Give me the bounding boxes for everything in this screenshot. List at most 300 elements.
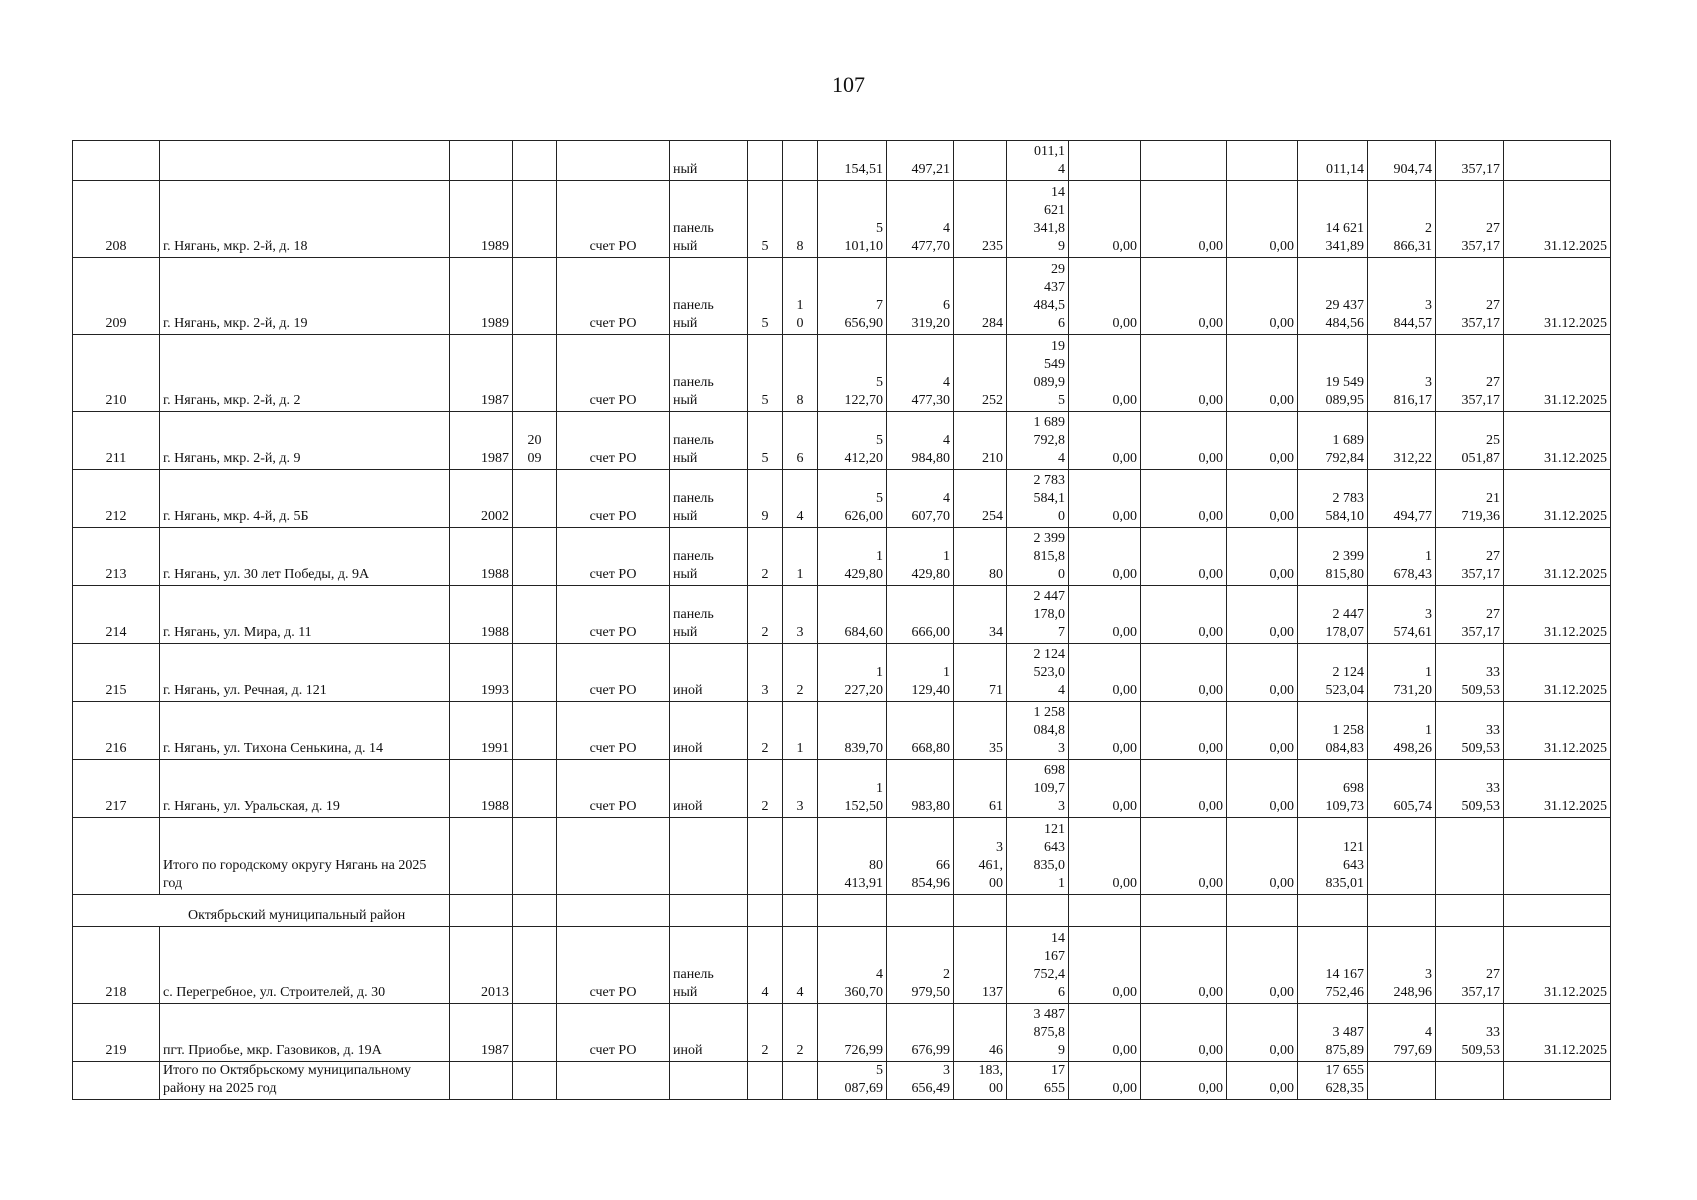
commission-year-cell bbox=[513, 528, 557, 586]
empty-cell bbox=[818, 895, 887, 927]
build-year-cell: 1988 bbox=[450, 760, 513, 818]
residents-cell: 61 bbox=[954, 760, 1007, 818]
empty-cell bbox=[748, 895, 783, 927]
fund-source-cell: счет РО bbox=[557, 927, 670, 1004]
entrances-cell: 1 0 bbox=[783, 258, 818, 335]
repair-cost-total-cell: 1 258 084,8 3 bbox=[1007, 702, 1069, 760]
row-number-cell: 215 bbox=[73, 644, 160, 702]
address-cell: г. Нягань, мкр. 2-й, д. 9 bbox=[160, 412, 450, 470]
empty-cell bbox=[557, 818, 670, 895]
subsidy-federal-cell: 0,00 bbox=[1069, 1062, 1141, 1100]
deadline-date-cell: 31.12.2025 bbox=[1504, 927, 1611, 1004]
commission-year-cell bbox=[513, 760, 557, 818]
wall-material-cell: ный bbox=[670, 141, 748, 181]
max-cost-cell: 25 051,87 bbox=[1436, 412, 1504, 470]
subsidy-local-cell: 0,00 bbox=[1227, 1062, 1298, 1100]
total-area-cell: 839,70 bbox=[818, 702, 887, 760]
address-cell: г. Нягань, ул. Речная, д. 121 bbox=[160, 644, 450, 702]
repair-cost-total-cell: 2 399 815,8 0 bbox=[1007, 528, 1069, 586]
fund-source-cell: счет РО bbox=[557, 760, 670, 818]
empty-cell bbox=[450, 818, 513, 895]
address-cell: г. Нягань, мкр. 4-й, д. 5Б bbox=[160, 470, 450, 528]
fund-cost-cell: 14 621 341,89 bbox=[1298, 181, 1368, 258]
row-number-cell: 216 bbox=[73, 702, 160, 760]
residents-cell: 235 bbox=[954, 181, 1007, 258]
deadline-date-cell: 31.12.2025 bbox=[1504, 528, 1611, 586]
entrances-cell: 8 bbox=[783, 181, 818, 258]
subsidy-regional-cell: 0,00 bbox=[1141, 818, 1227, 895]
residents-cell: 252 bbox=[954, 335, 1007, 412]
address-cell: г. Нягань, ул. Тихона Сенькина, д. 14 bbox=[160, 702, 450, 760]
total-label-cell: Итого по Октябрьскому муниципальному району на 2025 год bbox=[160, 1062, 450, 1100]
wall-material-cell: панель ный bbox=[670, 586, 748, 644]
empty-cell bbox=[783, 818, 818, 895]
total-area-cell: 5 412,20 bbox=[818, 412, 887, 470]
entrances-cell: 4 bbox=[783, 470, 818, 528]
subsidy-regional-cell: 0,00 bbox=[1141, 412, 1227, 470]
subsidy-federal-cell: 0,00 bbox=[1069, 760, 1141, 818]
subsidy-federal-cell: 0,00 bbox=[1069, 412, 1141, 470]
cost-per-m2-cell: 1 498,26 bbox=[1368, 702, 1436, 760]
residents-cell: 3 461, 00 bbox=[954, 818, 1007, 895]
floors-cell: 4 bbox=[748, 927, 783, 1004]
total-label-cell: Итого по городскому округу Нягань на 2025 год bbox=[160, 818, 450, 895]
subsidy-local-cell: 0,00 bbox=[1227, 818, 1298, 895]
residents-cell: 137 bbox=[954, 927, 1007, 1004]
entrances-cell: 1 bbox=[783, 702, 818, 760]
table-row bbox=[73, 528, 1611, 586]
build-year-cell: 1988 bbox=[450, 586, 513, 644]
wall-material-cell: панель ный bbox=[670, 470, 748, 528]
max-cost-cell: 27 357,17 bbox=[1436, 528, 1504, 586]
build-year-cell: 1988 bbox=[450, 528, 513, 586]
entrances-cell: 2 bbox=[783, 1004, 818, 1062]
row-number-cell: 211 bbox=[73, 412, 160, 470]
empty-cell bbox=[1504, 1062, 1611, 1100]
total-area-cell: 684,60 bbox=[818, 586, 887, 644]
row-number-cell: 210 bbox=[73, 335, 160, 412]
wall-material-cell: иной bbox=[670, 644, 748, 702]
address-cell: пгт. Приобье, мкр. Газовиков, д. 19А bbox=[160, 1004, 450, 1062]
fund-source-cell: счет РО bbox=[557, 1004, 670, 1062]
living-area-cell: 4 984,80 bbox=[887, 412, 954, 470]
subsidy-local-cell: 0,00 bbox=[1227, 181, 1298, 258]
max-cost-cell: 21 719,36 bbox=[1436, 470, 1504, 528]
deadline-date-cell: 31.12.2025 bbox=[1504, 760, 1611, 818]
residents-cell: 284 bbox=[954, 258, 1007, 335]
subsidy-regional-cell: 0,00 bbox=[1141, 586, 1227, 644]
residents-cell: 183, 00 bbox=[954, 1062, 1007, 1100]
subsidy-federal-cell: 0,00 bbox=[1069, 927, 1141, 1004]
repair-cost-total-cell: 1 689 792,8 4 bbox=[1007, 412, 1069, 470]
address-cell: г. Нягань, ул. Уральская, д. 19 bbox=[160, 760, 450, 818]
table-row bbox=[73, 470, 1611, 528]
row-number-cell: 214 bbox=[73, 586, 160, 644]
empty-cell bbox=[887, 895, 954, 927]
living-area-cell: 2 979,50 bbox=[887, 927, 954, 1004]
residents-cell: 80 bbox=[954, 528, 1007, 586]
empty-cell bbox=[1436, 1062, 1504, 1100]
max-cost-cell: 33 509,53 bbox=[1436, 644, 1504, 702]
empty-cell bbox=[1504, 818, 1611, 895]
fund-cost-cell: 29 437 484,56 bbox=[1298, 258, 1368, 335]
table-row bbox=[73, 586, 1611, 644]
living-area-cell: 6 319,20 bbox=[887, 258, 954, 335]
total-area-cell: 5 122,70 bbox=[818, 335, 887, 412]
wall-material-cell: панель ный bbox=[670, 528, 748, 586]
row-number-cell: 212 bbox=[73, 470, 160, 528]
subsidy-federal-cell: 0,00 bbox=[1069, 644, 1141, 702]
fund-cost-cell: 698 109,73 bbox=[1298, 760, 1368, 818]
max-cost-cell: 33 509,53 bbox=[1436, 702, 1504, 760]
subsidy-local-cell: 0,00 bbox=[1227, 1004, 1298, 1062]
subsidy-regional-cell: 0,00 bbox=[1141, 181, 1227, 258]
deadline-date-cell: 31.12.2025 bbox=[1504, 181, 1611, 258]
total-area-cell: 1 227,20 bbox=[818, 644, 887, 702]
living-area-cell: 497,21 bbox=[887, 141, 954, 181]
subsidy-local-cell: 0,00 bbox=[1227, 644, 1298, 702]
subsidy-local-cell: 0,00 bbox=[1227, 335, 1298, 412]
commission-year-cell bbox=[513, 470, 557, 528]
subsidy-federal-cell: 0,00 bbox=[1069, 528, 1141, 586]
deadline-date-cell: 31.12.2025 bbox=[1504, 702, 1611, 760]
empty-cell bbox=[1069, 895, 1141, 927]
table-row bbox=[73, 760, 1611, 818]
cost-per-m2-cell: 904,74 bbox=[1368, 141, 1436, 181]
total-area-cell: 80 413,91 bbox=[818, 818, 887, 895]
section-title: Октябрьский муниципальный район bbox=[73, 895, 450, 927]
fund-source-cell: счет РО bbox=[557, 335, 670, 412]
page-number: 107 bbox=[832, 72, 865, 97]
empty-cell bbox=[783, 1062, 818, 1100]
subsidy-federal-cell: 0,00 bbox=[1069, 470, 1141, 528]
living-area-cell: 4 477,30 bbox=[887, 335, 954, 412]
floors-cell: 2 bbox=[748, 760, 783, 818]
empty-cell bbox=[670, 895, 748, 927]
empty-cell bbox=[748, 818, 783, 895]
subsidy-local-cell: 0,00 bbox=[1227, 412, 1298, 470]
empty-cell bbox=[513, 895, 557, 927]
build-year-cell: 2002 bbox=[450, 470, 513, 528]
total-area-cell: 4 360,70 bbox=[818, 927, 887, 1004]
floors-cell: 5 bbox=[748, 181, 783, 258]
empty-cell bbox=[73, 1062, 160, 1100]
empty-cell bbox=[670, 818, 748, 895]
total-area-cell: 5 626,00 bbox=[818, 470, 887, 528]
empty-cell bbox=[1436, 895, 1504, 927]
subsidy-federal-cell: 0,00 bbox=[1069, 702, 1141, 760]
commission-year-cell bbox=[513, 335, 557, 412]
fund-source-cell: счет РО bbox=[557, 644, 670, 702]
fund-cost-cell: 3 487 875,89 bbox=[1298, 1004, 1368, 1062]
subsidy-federal-cell: 0,00 bbox=[1069, 181, 1141, 258]
build-year-cell: 1987 bbox=[450, 335, 513, 412]
cost-per-m2-cell: 4 797,69 bbox=[1368, 1004, 1436, 1062]
wall-material-cell: панель ный bbox=[670, 927, 748, 1004]
empty-cell bbox=[557, 895, 670, 927]
living-area-cell: 1 129,40 bbox=[887, 644, 954, 702]
fund-cost-cell: 011,14 bbox=[1298, 141, 1368, 181]
commission-year-cell bbox=[513, 586, 557, 644]
subsidy-federal-cell: 0,00 bbox=[1069, 258, 1141, 335]
living-area-cell: 676,99 bbox=[887, 1004, 954, 1062]
max-cost-cell: 27 357,17 bbox=[1436, 335, 1504, 412]
table-row bbox=[73, 258, 1611, 335]
residents-cell: 210 bbox=[954, 412, 1007, 470]
floors-cell: 9 bbox=[748, 470, 783, 528]
empty-cell bbox=[748, 1062, 783, 1100]
total-area-cell: 5 101,10 bbox=[818, 181, 887, 258]
build-year-cell: 2013 bbox=[450, 927, 513, 1004]
total-area-cell: 726,99 bbox=[818, 1004, 887, 1062]
total-row bbox=[73, 1062, 1611, 1100]
cost-per-m2-cell: 494,77 bbox=[1368, 470, 1436, 528]
cost-per-m2-cell: 1 678,43 bbox=[1368, 528, 1436, 586]
subsidy-regional-cell: 0,00 bbox=[1141, 258, 1227, 335]
subsidy-regional-cell: 0,00 bbox=[1141, 760, 1227, 818]
fund-cost-cell: 121 643 835,01 bbox=[1298, 818, 1368, 895]
repair-cost-total-cell: 19 549 089,9 5 bbox=[1007, 335, 1069, 412]
table-row bbox=[73, 702, 1611, 760]
subsidy-regional-cell: 0,00 bbox=[1141, 702, 1227, 760]
total-area-cell: 5 087,69 bbox=[818, 1062, 887, 1100]
fund-source-cell: счет РО bbox=[557, 702, 670, 760]
repair-cost-total-cell: 14 167 752,4 6 bbox=[1007, 927, 1069, 1004]
fund-cost-cell: 2 124 523,04 bbox=[1298, 644, 1368, 702]
address-cell: с. Перегребное, ул. Строителей, д. 30 bbox=[160, 927, 450, 1004]
total-area-cell: 154,51 bbox=[818, 141, 887, 181]
fund-cost-cell: 17 655 628,35 bbox=[1298, 1062, 1368, 1100]
address-cell: г. Нягань, мкр. 2-й, д. 19 bbox=[160, 258, 450, 335]
empty-cell bbox=[450, 895, 513, 927]
row-number-cell: 208 bbox=[73, 181, 160, 258]
max-cost-cell: 33 509,53 bbox=[1436, 760, 1504, 818]
repair-cost-total-cell: 2 447 178,0 7 bbox=[1007, 586, 1069, 644]
address-cell: г. Нягань, мкр. 2-й, д. 2 bbox=[160, 335, 450, 412]
subsidy-federal-cell: 0,00 bbox=[1069, 1004, 1141, 1062]
commission-year-cell bbox=[513, 927, 557, 1004]
empty-cell bbox=[1227, 895, 1298, 927]
empty-cell bbox=[783, 895, 818, 927]
entrances-cell: 8 bbox=[783, 335, 818, 412]
table-row-continuation bbox=[73, 141, 1611, 181]
residents-cell: 254 bbox=[954, 470, 1007, 528]
living-area-cell: 4 477,70 bbox=[887, 181, 954, 258]
empty-cell bbox=[670, 1062, 748, 1100]
subsidy-local-cell: 0,00 bbox=[1227, 927, 1298, 1004]
cost-per-m2-cell: 3 574,61 bbox=[1368, 586, 1436, 644]
empty-cell bbox=[513, 1062, 557, 1100]
deadline-date-cell: 31.12.2025 bbox=[1504, 412, 1611, 470]
total-area-cell: 7 656,90 bbox=[818, 258, 887, 335]
fund-cost-cell: 1 689 792,84 bbox=[1298, 412, 1368, 470]
table-row bbox=[73, 412, 1611, 470]
living-area-cell: 3 656,49 bbox=[887, 1062, 954, 1100]
empty-cell bbox=[954, 895, 1007, 927]
subsidy-regional-cell: 0,00 bbox=[1141, 528, 1227, 586]
max-cost-cell: 33 509,53 bbox=[1436, 1004, 1504, 1062]
repair-cost-total-cell: 011,1 4 bbox=[1007, 141, 1069, 181]
total-row bbox=[73, 818, 1611, 895]
subsidy-local-cell: 0,00 bbox=[1227, 760, 1298, 818]
wall-material-cell: иной bbox=[670, 702, 748, 760]
empty-cell bbox=[1436, 818, 1504, 895]
floors-cell: 5 bbox=[748, 412, 783, 470]
entrances-cell: 6 bbox=[783, 412, 818, 470]
living-area-cell: 1 429,80 bbox=[887, 528, 954, 586]
repair-cost-total-cell: 3 487 875,8 9 bbox=[1007, 1004, 1069, 1062]
cost-per-m2-cell: 2 866,31 bbox=[1368, 181, 1436, 258]
cost-per-m2-cell: 605,74 bbox=[1368, 760, 1436, 818]
empty-cell bbox=[1368, 1062, 1436, 1100]
living-area-cell: 668,80 bbox=[887, 702, 954, 760]
row-number-cell: 219 bbox=[73, 1004, 160, 1062]
fund-source-cell: счет РО bbox=[557, 528, 670, 586]
table-row bbox=[73, 181, 1611, 258]
subsidy-regional-cell: 0,00 bbox=[1141, 1004, 1227, 1062]
fund-source-cell: счет РО bbox=[557, 470, 670, 528]
empty-cell bbox=[1141, 895, 1227, 927]
build-year-cell: 1989 bbox=[450, 181, 513, 258]
fund-cost-cell: 2 783 584,10 bbox=[1298, 470, 1368, 528]
subsidy-regional-cell: 0,00 bbox=[1141, 644, 1227, 702]
subsidy-regional-cell: 0,00 bbox=[1141, 470, 1227, 528]
floors-cell: 2 bbox=[748, 586, 783, 644]
max-cost-cell: 27 357,17 bbox=[1436, 927, 1504, 1004]
living-area-cell: 666,00 bbox=[887, 586, 954, 644]
repair-cost-total-cell: 14 621 341,8 9 bbox=[1007, 181, 1069, 258]
commission-year-cell bbox=[513, 644, 557, 702]
wall-material-cell: панель ный bbox=[670, 412, 748, 470]
deadline-date-cell: 31.12.2025 bbox=[1504, 1004, 1611, 1062]
living-area-cell: 66 854,96 bbox=[887, 818, 954, 895]
deadline-date-cell: 31.12.2025 bbox=[1504, 335, 1611, 412]
cost-per-m2-cell: 1 731,20 bbox=[1368, 644, 1436, 702]
commission-year-cell bbox=[513, 702, 557, 760]
wall-material-cell: панель ный bbox=[670, 335, 748, 412]
total-area-cell: 1 152,50 bbox=[818, 760, 887, 818]
row-number-cell: 218 bbox=[73, 927, 160, 1004]
address-cell: г. Нягань, ул. Мира, д. 11 bbox=[160, 586, 450, 644]
cost-per-m2-cell: 3 816,17 bbox=[1368, 335, 1436, 412]
row-number-cell: 213 bbox=[73, 528, 160, 586]
floors-cell: 5 bbox=[748, 335, 783, 412]
cost-per-m2-cell: 3 248,96 bbox=[1368, 927, 1436, 1004]
deadline-date-cell: 31.12.2025 bbox=[1504, 258, 1611, 335]
floors-cell: 3 bbox=[748, 644, 783, 702]
repair-cost-total-cell: 2 124 523,0 4 bbox=[1007, 644, 1069, 702]
empty-cell bbox=[450, 1062, 513, 1100]
empty-cell bbox=[1504, 895, 1611, 927]
wall-material-cell: панель ный bbox=[670, 181, 748, 258]
commission-year-cell bbox=[513, 181, 557, 258]
commission-year-cell bbox=[513, 258, 557, 335]
row-number-cell: 209 bbox=[73, 258, 160, 335]
address-cell: г. Нягань, мкр. 2-й, д. 18 bbox=[160, 181, 450, 258]
empty-cell bbox=[1298, 895, 1368, 927]
wall-material-cell: иной bbox=[670, 1004, 748, 1062]
cost-per-m2-cell: 3 844,57 bbox=[1368, 258, 1436, 335]
repair-cost-total-cell: 29 437 484,5 6 bbox=[1007, 258, 1069, 335]
fund-source-cell: счет РО bbox=[557, 181, 670, 258]
section-header-row bbox=[73, 895, 1611, 927]
max-cost-cell: 357,17 bbox=[1436, 141, 1504, 181]
wall-material-cell: панель ный bbox=[670, 258, 748, 335]
address-cell: г. Нягань, ул. 30 лет Победы, д. 9А bbox=[160, 528, 450, 586]
entrances-cell: 1 bbox=[783, 528, 818, 586]
repair-cost-total-cell: 698 109,7 3 bbox=[1007, 760, 1069, 818]
cost-per-m2-cell: 312,22 bbox=[1368, 412, 1436, 470]
floors-cell: 2 bbox=[748, 1004, 783, 1062]
subsidy-federal-cell: 0,00 bbox=[1069, 818, 1141, 895]
subsidy-local-cell: 0,00 bbox=[1227, 586, 1298, 644]
table-row bbox=[73, 1004, 1611, 1062]
build-year-cell: 1987 bbox=[450, 1004, 513, 1062]
empty-cell bbox=[513, 818, 557, 895]
fund-cost-cell: 1 258 084,83 bbox=[1298, 702, 1368, 760]
repair-cost-total-cell: 2 783 584,1 0 bbox=[1007, 470, 1069, 528]
residents-cell: 34 bbox=[954, 586, 1007, 644]
fund-cost-cell: 19 549 089,95 bbox=[1298, 335, 1368, 412]
repair-cost-total-cell: 17 655 bbox=[1007, 1062, 1069, 1100]
fund-cost-cell: 2 447 178,07 bbox=[1298, 586, 1368, 644]
entrances-cell: 4 bbox=[783, 927, 818, 1004]
total-area-cell: 1 429,80 bbox=[818, 528, 887, 586]
fund-source-cell: счет РО bbox=[557, 258, 670, 335]
wall-material-cell: иной bbox=[670, 760, 748, 818]
empty-cell bbox=[1007, 895, 1069, 927]
capital-repair-register-table bbox=[72, 140, 1611, 1100]
max-cost-cell: 27 357,17 bbox=[1436, 258, 1504, 335]
subsidy-federal-cell: 0,00 bbox=[1069, 586, 1141, 644]
living-area-cell: 983,80 bbox=[887, 760, 954, 818]
subsidy-local-cell: 0,00 bbox=[1227, 702, 1298, 760]
residents-cell: 71 bbox=[954, 644, 1007, 702]
fund-source-cell: счет РО bbox=[557, 586, 670, 644]
row-number-cell: 217 bbox=[73, 760, 160, 818]
subsidy-local-cell: 0,00 bbox=[1227, 470, 1298, 528]
max-cost-cell: 27 357,17 bbox=[1436, 181, 1504, 258]
subsidy-regional-cell: 0,00 bbox=[1141, 335, 1227, 412]
deadline-date-cell: 31.12.2025 bbox=[1504, 644, 1611, 702]
entrances-cell: 3 bbox=[783, 586, 818, 644]
subsidy-federal-cell: 0,00 bbox=[1069, 335, 1141, 412]
commission-year-cell: 20 09 bbox=[513, 412, 557, 470]
floors-cell: 2 bbox=[748, 702, 783, 760]
repair-cost-total-cell: 121 643 835,0 1 bbox=[1007, 818, 1069, 895]
max-cost-cell: 27 357,17 bbox=[1436, 586, 1504, 644]
fund-source-cell: счет РО bbox=[557, 412, 670, 470]
build-year-cell: 1987 bbox=[450, 412, 513, 470]
commission-year-cell bbox=[513, 1004, 557, 1062]
residents-cell: 46 bbox=[954, 1004, 1007, 1062]
residents-cell: 35 bbox=[954, 702, 1007, 760]
entrances-cell: 2 bbox=[783, 644, 818, 702]
living-area-cell: 4 607,70 bbox=[887, 470, 954, 528]
table-row bbox=[73, 335, 1611, 412]
build-year-cell: 1989 bbox=[450, 258, 513, 335]
fund-cost-cell: 14 167 752,46 bbox=[1298, 927, 1368, 1004]
floors-cell: 5 bbox=[748, 258, 783, 335]
fund-cost-cell: 2 399 815,80 bbox=[1298, 528, 1368, 586]
table-row bbox=[73, 644, 1611, 702]
empty-cell bbox=[1368, 895, 1436, 927]
subsidy-local-cell: 0,00 bbox=[1227, 528, 1298, 586]
subsidy-regional-cell: 0,00 bbox=[1141, 1062, 1227, 1100]
floors-cell: 2 bbox=[748, 528, 783, 586]
empty-cell bbox=[1368, 818, 1436, 895]
deadline-date-cell: 31.12.2025 bbox=[1504, 470, 1611, 528]
